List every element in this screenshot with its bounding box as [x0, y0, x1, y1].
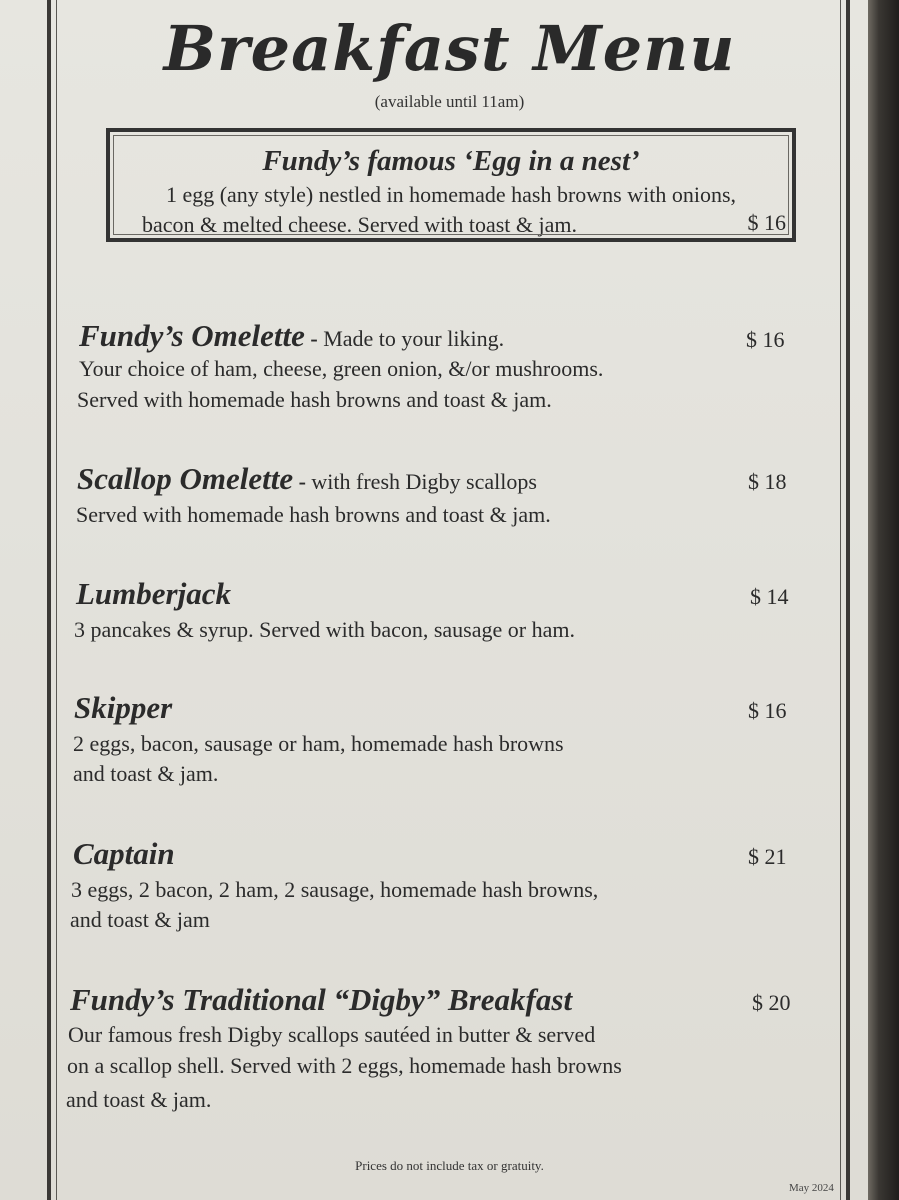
menu-item-price: $ 20 — [752, 990, 791, 1015]
menu-item-title: Captain — [73, 836, 175, 871]
menu-item-name — [77, 461, 537, 497]
menu-item-description-line: Your choice of ham, cheese, green onion, &/or mushrooms. — [79, 356, 604, 381]
menu-item-dash: - — [304, 326, 324, 351]
menu-item-description-line: 2 eggs, bacon, sausage or ham, homemade hash browns — [73, 731, 564, 756]
footer-tax-note: Prices do not include tax or gratuity. — [355, 1158, 544, 1173]
menu-item-description-line: and toast & jam. — [73, 761, 219, 786]
menu-item-description-line: 3 eggs, 2 bacon, 2 ham, 2 sausage, homemade hash browns, — [71, 877, 599, 902]
menu-item-price: $ 21 — [748, 844, 787, 869]
menu-item-title: Fundy’s Traditional “Digby” Breakfast — [70, 982, 573, 1017]
featured-item-description-line-1: 1 egg (any style) nestled in homemade hash browns with onions, — [165, 182, 737, 207]
menu-item-description-line: Served with homemade hash browns and toast & jam. — [77, 387, 552, 412]
menu-item-description-line: Our famous fresh Digby scallops sautéed in butter & served — [68, 1022, 596, 1047]
menu-title: Breakfast Menu — [163, 12, 736, 85]
frame-border-right — [846, 0, 850, 1200]
menu-item-description-line: and toast & jam — [70, 907, 210, 932]
footer-date: May 2024 — [789, 1182, 834, 1194]
menu-item-description-line: Served with homemade hash browns and toast & jam. — [76, 502, 551, 527]
menu-item-tagline: Made to your liking. — [323, 326, 505, 351]
featured-item-name: Fundy’s famous ‘Egg in a nest’ — [262, 145, 640, 177]
menu-item-name — [76, 576, 231, 612]
frame-border-left — [47, 0, 51, 1200]
menu-item-name — [73, 836, 175, 872]
menu-item-dash: - — [293, 469, 312, 494]
menu-item-price: $ 16 — [746, 327, 785, 352]
featured-item-description-line-2: bacon & melted cheese. Served with toast & jam. — [142, 212, 577, 237]
menu-item-description-line: and toast & jam. — [66, 1087, 212, 1112]
menu-item-name — [74, 690, 172, 726]
menu-item-price: $ 16 — [748, 698, 787, 723]
menu-item-tagline: with fresh Digby scallops — [311, 469, 537, 494]
menu-item-description-line: on a scallop shell. Served with 2 eggs, homemade hash browns — [67, 1053, 622, 1078]
menu-item-title: Skipper — [74, 690, 173, 725]
frame-border-left-inner — [56, 0, 57, 1200]
menu-item-title: Scallop Omelette — [77, 461, 294, 496]
featured-item-price: $ 16 — [747, 210, 786, 235]
menu-item-name — [70, 982, 572, 1018]
menu-item-title: Fundy’s Omelette — [79, 318, 305, 353]
featured-item-box — [106, 128, 796, 242]
frame-border-right-inner — [840, 0, 841, 1200]
menu-item-price: $ 18 — [748, 469, 787, 494]
menu-subtitle: (available until 11am) — [374, 92, 525, 111]
menu-item-price: $ 14 — [750, 584, 789, 609]
menu-item-name — [79, 318, 504, 354]
menu-item-title: Lumberjack — [76, 576, 231, 611]
menu-item-description-line: 3 pancakes & syrup. Served with bacon, sausage or ham. — [74, 617, 575, 642]
binder-edge — [868, 0, 899, 1200]
